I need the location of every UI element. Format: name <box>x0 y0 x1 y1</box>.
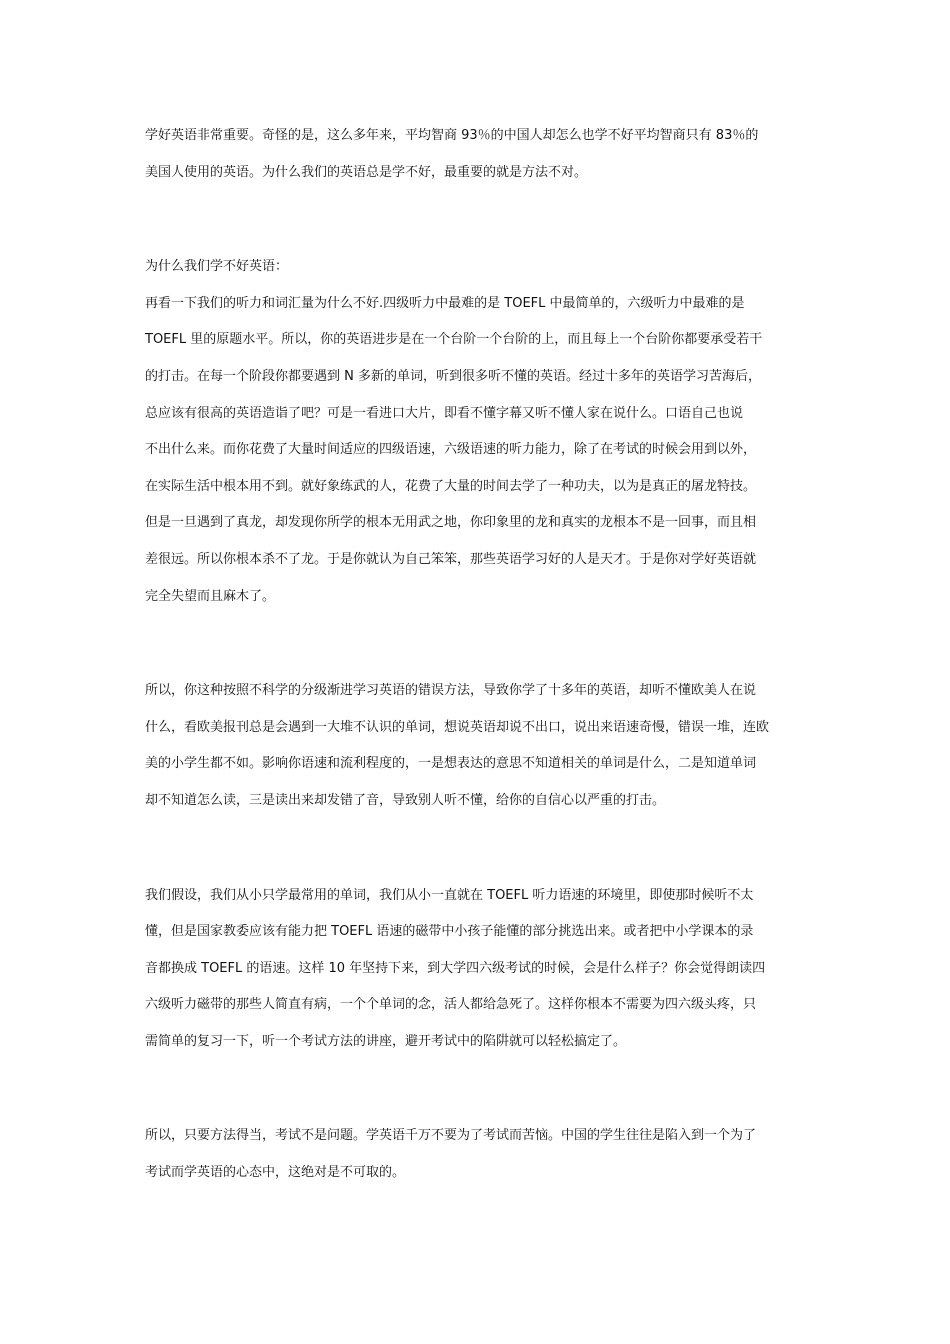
text-line: 什么，看欧美报刊总是会遇到一大堆不认识的单词，想说英语却说不出口，说出来语速奇慢，错误一堆，连欧 <box>145 719 770 735</box>
text-line: 六级听力磁带的那些人简直有病，一个个单词的念，活人都给急死了。这样你根本不需要为四六级头疼，只 <box>145 997 757 1013</box>
text-line: 美国人使用的英语。为什么我们的英语总是学不好，最重要的就是方法不对。 <box>145 164 588 180</box>
text-line: 但是一旦遇到了真龙，却发现你所学的根本无用武之地，你印象里的龙和真实的龙根本不是一回事，而且相 <box>145 515 757 531</box>
paragraph-hypothesis <box>145 878 809 1061</box>
text-line: 懂，但是国家教委应该有能力把 TOEFL 语速的磁带中小孩子能懂的部分挑选出来。或者把中小学课本的录 <box>145 924 754 940</box>
text-line: 考试而学英语的心态中，这绝对是不可取的。 <box>145 1165 406 1181</box>
text-line: 差很远。所以你根本杀不了龙。于是你就认为自己笨笨，那些英语学习好的人是天才。于是你对学好英语就 <box>145 551 757 567</box>
text-line: 我们假设，我们从小只学最常用的单词，我们从小一直就在 TOEFL 听力语速的环境里，即使那时候听不太 <box>145 887 754 903</box>
text-line: 再看一下我们的听力和词汇量为什么不好.四级听力中最难的是 TOEFL 中最简单的，六级听力中最难的是 <box>145 295 745 311</box>
text-line: 美的小学生都不如。影响你语速和流利程度的，一是想表达的意思不知道相关的单词是什么，二是知道单词 <box>145 756 757 772</box>
text-line: 所以，只要方法得当，考试不是问题。学英语千万不要为了考试而苦恼。中国的学生往往是陷入到一个为了 <box>145 1128 757 1144</box>
text-line: TOEFL 里的原题水平。所以，你的英语进步是在一个台阶一个台阶的上，而且每上一个台阶你都要承受若干 <box>145 332 763 348</box>
text-line: 在实际生活中根本用不到。就好象练武的人，花费了大量的时间去学了一种功夫，以为是真正的屠龙特技。 <box>145 478 757 494</box>
paragraph-listening-vocabulary <box>145 286 809 615</box>
text-line: 为什么我们学不好英语： <box>145 259 289 275</box>
text-line: 完全失望而且麻木了。 <box>145 588 276 604</box>
paragraph-wrong-method <box>145 673 809 819</box>
text-line: 却不知道怎么读，三是读出来却发错了音，导致别人听不懂，给你的自信心以严重的打击。 <box>145 792 666 808</box>
text-line: 不出什么来。而你花费了大量时间适应的四级语速，六级语速的听力能力，除了在考试的时候会用到以外， <box>145 442 757 458</box>
paragraph-intro <box>145 118 809 191</box>
section-heading <box>145 249 809 286</box>
text-line: 总应该有很高的英语造诣了吧？可是一看进口大片，即看不懂字幕又听不懂人家在说什么。口语自己也说 <box>145 405 744 421</box>
text-line: 所以，你这种按照不科学的分级渐进学习英语的错误方法，导致你学了十多年的英语，却听不懂欧美人在说 <box>145 683 757 699</box>
text-line: 音都换成 TOEFL 的语速。这样 10 年坚持下来，到大学四六级考试的时候，会是什么样子？你会觉得朗读四 <box>145 960 766 976</box>
text-line: 需简单的复习一下，听一个考试方法的讲座，避开考试中的陷阱就可以轻松搞定了。 <box>145 1033 627 1049</box>
text-line: 的打击。在每一个阶段你都要遇到 N 多新的单词，听到很多听不懂的英语。经过十多年的英语学习苦海后， <box>145 368 761 384</box>
text-line: 学好英语非常重要。奇怪的是，这么多年来，平均智商 93％的中国人却怎么也学不好平均智商只有 83％的 <box>145 128 759 143</box>
paragraph-conclusion <box>145 1118 809 1191</box>
document-body <box>145 118 809 1192</box>
